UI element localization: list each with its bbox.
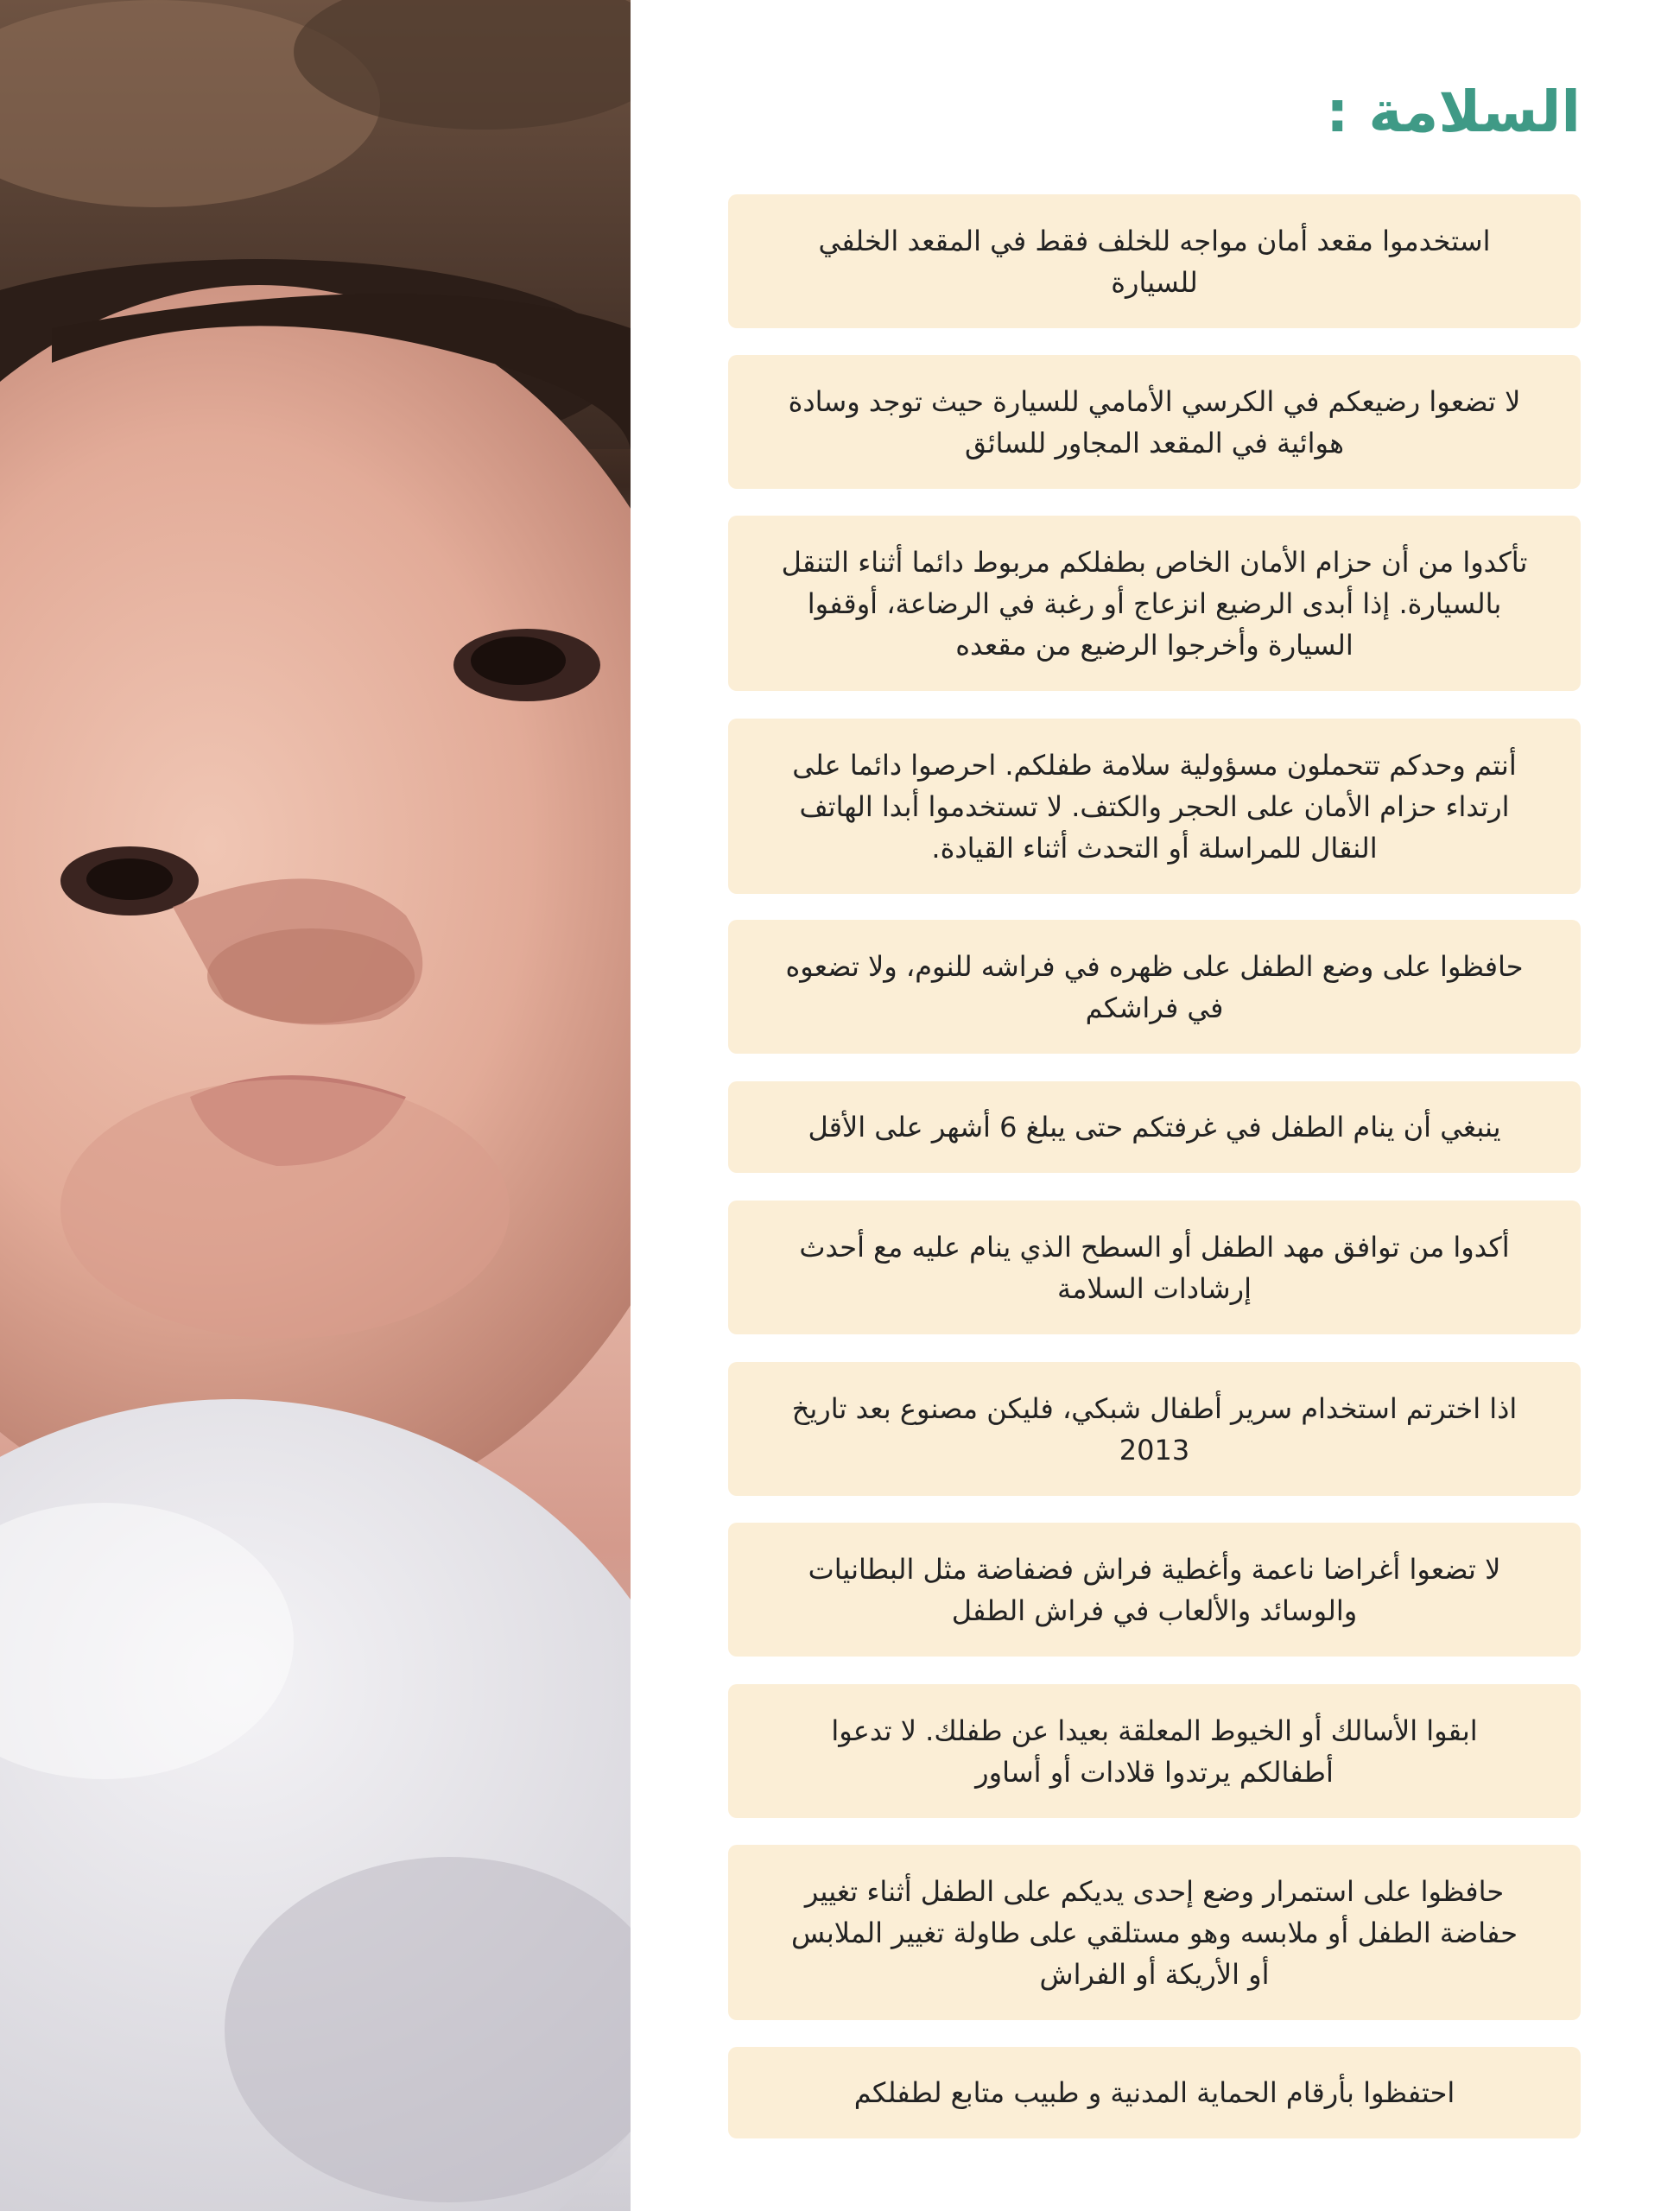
tip-card — [728, 1081, 1581, 1173]
tip-text: احتفظوا بأرقام الحماية المدنية و طبيب متابع لطفلكم — [853, 2076, 1455, 2109]
tip-card — [728, 1362, 1581, 1496]
tip-card — [728, 2047, 1581, 2138]
tip-card — [728, 1845, 1581, 2020]
tip-card — [728, 719, 1581, 894]
tip-text: ينبغي أن ينام الطفل في غرفتكم حتى يبلغ 6 أشهر على الأقل — [808, 1111, 1501, 1144]
baby-photo-illustration — [0, 0, 631, 2211]
tip-text: حافظوا على استمرار وضع إحدى يديكم على الطفل أثناء تغيير حفاضة الطفل أو ملابسه وهو مستلقي على طاولة تغيير الملابس أو الأريكة أو الفراش — [791, 1874, 1518, 1991]
tip-text: اذا اخترتم استخدام سرير أطفال شبكي، فليكن مصنوع بعد تاريخ 2013 — [791, 1391, 1518, 1467]
page-title: السلامة : — [1326, 79, 1581, 145]
safety-content — [631, 0, 1680, 2211]
tip-card — [728, 516, 1581, 691]
tip-card — [728, 355, 1581, 489]
tip-text: ابقوا الأسالك أو الخيوط المعلقة بعيدا عن طفلك. لا تدعوا أطفالكم يرتدوا قلادات أو أساور — [831, 1714, 1478, 1789]
tip-card — [728, 1523, 1581, 1657]
tip-card — [728, 920, 1581, 1054]
tip-text: استخدموا مقعد أمان مواجه للخلف فقط في المقعد الخلفي للسيارة — [818, 224, 1491, 299]
tip-text: حافظوا على وضع الطفل على ظهره في فراشه للنوم، ولا تضعوه في فراشكم — [785, 949, 1524, 1024]
tip-text: أكدوا من توافق مهد الطفل أو السطح الذي ينام عليه مع أحدث إرشادات السلامة — [799, 1230, 1510, 1305]
tip-text: أنتم وحدكم تتحملون مسؤولية سلامة طفلكم. احرصوا دائما على ارتداء حزام الأمان على الحجر والكتف. لا تستخدموا أبدا الهاتف النقال للمراسلة أو التحدث أثناء القيادة. — [792, 748, 1517, 865]
tip-card — [728, 194, 1581, 328]
tip-card — [728, 1201, 1581, 1334]
tip-text: لا تضعوا رضيعكم في الكرسي الأمامي للسيارة حيث توجد وسادة هوائية في المقعد المجاور للسائق — [788, 384, 1521, 459]
tip-text: تأكدوا من أن حزام الأمان الخاص بطفلكم مربوط دائما أثناء التنقل بالسيارة. إذا أبدى الرضيع انزعاج أو رغبة في الرضاعة، أوقفوا السيارة وأخرجوا الرضيع من مقعده — [781, 545, 1528, 662]
tip-text: لا تضعوا أغراضا ناعمة وأغطية فراش فضفاضة مثل البطانيات والوسائد والألعاب في فراش الطفل — [808, 1552, 1501, 1627]
tip-card — [728, 1684, 1581, 1818]
baby-photo — [0, 0, 631, 2211]
